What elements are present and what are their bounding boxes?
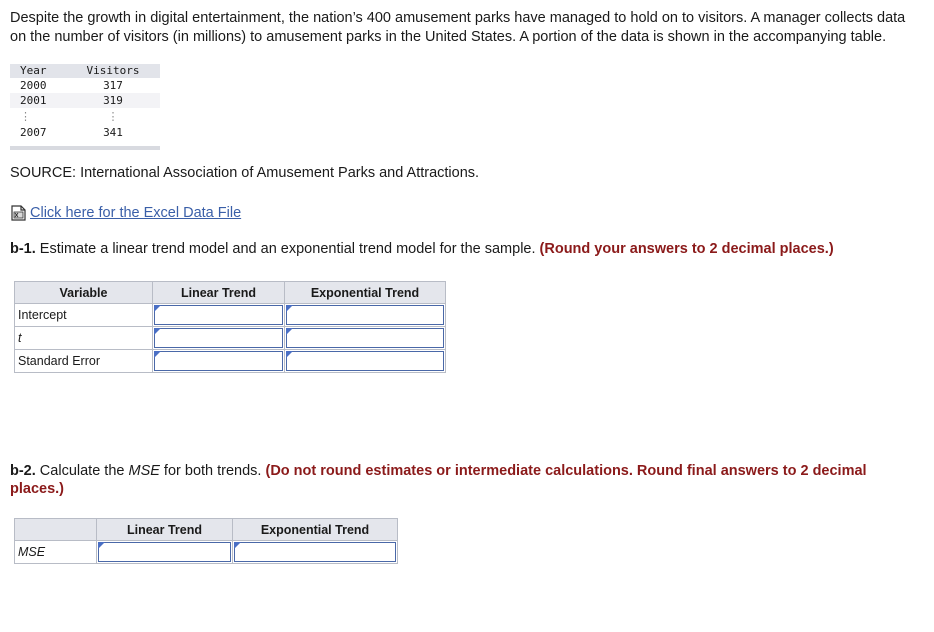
problem-intro: Despite the growth in digital entertainment, the nation’s 400 amusement parks have managed to hold on to visitors. A manager collects data on the number of visitors (in millions) to amusement parks in the United States. A portion of the data is shown in the accompanying table. [10,10,906,45]
header-blank [15,519,97,541]
year-cell: 2007 [20,126,47,139]
question-b1-label: b-1. [10,241,36,257]
linear-mse-input[interactable] [98,542,231,562]
row-label-intercept: Intercept [15,304,153,327]
source-citation: SOURCE: International Association of Amusement Parks and Attractions. [10,165,480,181]
header-exponential-trend: Exponential Trend [285,282,446,304]
exponential-intercept-input[interactable] [286,305,444,325]
table-row [10,78,160,93]
linear-intercept-input[interactable] [154,305,283,325]
input-marker-icon [154,305,161,312]
trend-models-table [14,281,446,373]
exponential-standard-error-cell [285,350,446,373]
mse-table [14,518,398,564]
header-linear-trend: Linear Trend [153,282,285,304]
row-label-t: t [15,327,153,350]
question-b2-mse-term: MSE [128,463,160,479]
input-marker-icon [98,542,105,549]
linear-t-cell [153,327,285,350]
header-exponential-trend: Exponential Trend [233,519,398,541]
exponential-mse-cell [233,541,398,564]
table-row [10,125,160,140]
table-row [15,350,446,373]
header-visitors: Visitors [86,64,140,77]
visitors-cell: 317 [103,79,123,92]
header-variable: Variable [15,282,153,304]
exponential-standard-error-input[interactable] [286,351,444,371]
table-row [10,93,160,108]
question-b1 [10,240,924,258]
question-b1-text: Estimate a linear trend model and an exponential trend model for the sample. [35,241,540,257]
visitors-data-table [10,64,160,150]
input-marker-icon [234,542,241,549]
table-bottom-rule [10,146,160,150]
linear-intercept-cell [153,304,285,327]
header-year: Year [20,64,47,77]
exponential-t-cell [285,327,446,350]
table-row-ellipsis [10,108,160,125]
linear-standard-error-cell [153,350,285,373]
year-cell: 2000 [20,79,47,92]
excel-file-icon [10,205,28,221]
input-marker-icon [154,328,161,335]
row-label-mse: MSE [15,541,97,564]
exponential-mse-input[interactable] [234,542,396,562]
table-row [15,541,398,564]
input-marker-icon [286,328,293,335]
visitors-cell: 341 [103,126,123,139]
year-ellipsis: ⋮ [20,110,31,123]
excel-link-row[interactable] [10,204,924,222]
input-marker-icon [286,351,293,358]
linear-standard-error-input[interactable] [154,351,283,371]
table-row [15,304,446,327]
question-b2-text-post: for both trends. [159,463,266,479]
table-row [15,327,446,350]
exponential-intercept-cell [285,304,446,327]
visitors-cell: 319 [103,94,123,107]
question-b2-note: (Do not round estimates or intermediate calculations. Round final answers to 2 decimal places.) [10,463,867,497]
question-b2-label: b-2. [10,463,36,479]
data-table-header [10,64,160,78]
linear-mse-cell [97,541,233,564]
visitors-ellipsis: ⋮ [107,110,119,123]
excel-data-file-link[interactable]: Click here for the Excel Data File [30,205,242,221]
question-b1-note: (Round your answers to 2 decimal places.) [539,241,834,257]
question-b2-text-pre: Calculate the [35,463,129,479]
header-linear-trend: Linear Trend [97,519,233,541]
linear-t-input[interactable] [154,328,283,348]
input-marker-icon [286,305,293,312]
exponential-t-input[interactable] [286,328,444,348]
question-b2 [10,462,924,498]
row-label-standard-error: Standard Error [15,350,153,373]
year-cell: 2001 [20,94,47,107]
input-marker-icon [154,351,161,358]
